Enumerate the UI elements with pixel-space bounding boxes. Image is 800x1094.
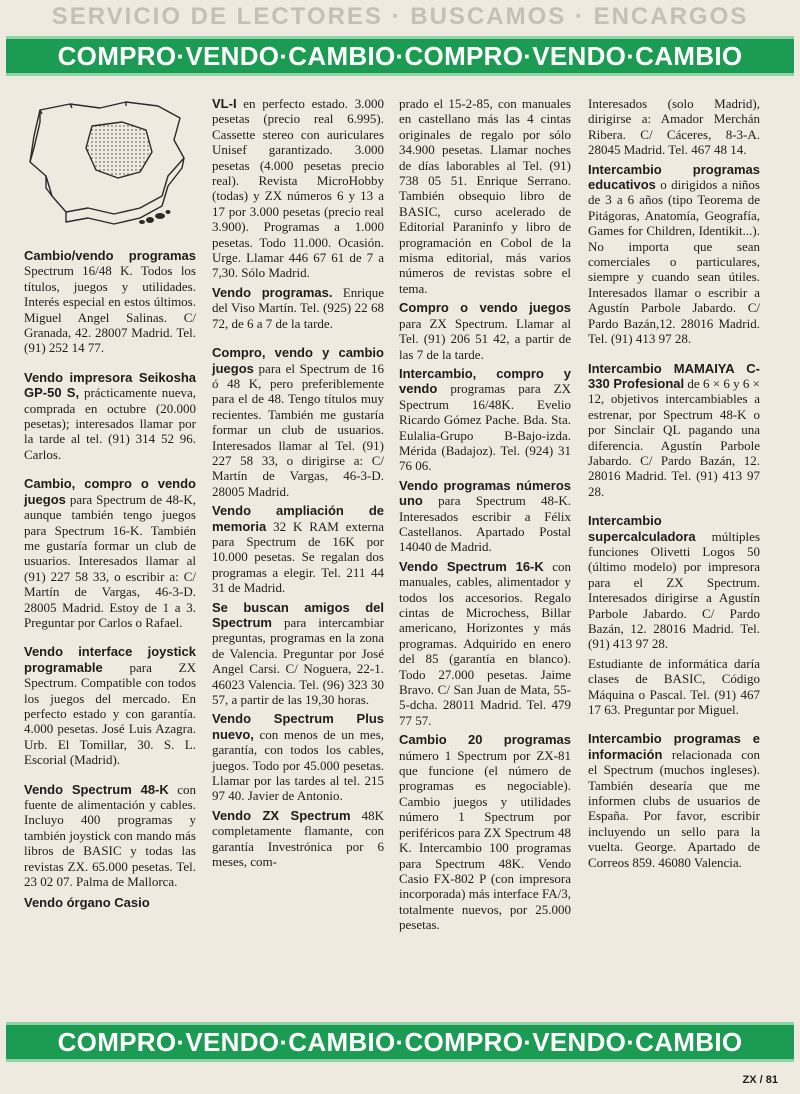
column-1 [24, 248, 196, 925]
classified-ad [212, 503, 384, 595]
classified-ad [399, 96, 571, 296]
classified-ad [24, 782, 196, 890]
ad-title: Vendo interface joystick programable [24, 644, 196, 675]
bottom-banner [6, 1022, 794, 1062]
bottom-banner-text: COMPRO·VENDO·CAMBIO·COMPRO·VENDO·CAMBIO [57, 1026, 743, 1057]
classified-ad [588, 162, 760, 347]
classified-ad [24, 644, 196, 767]
ad-title: Intercambio programas educativos [588, 161, 760, 193]
classified-ad [24, 248, 196, 356]
ad-title: Vendo impresora Seikosha GP-50 S, [24, 369, 196, 401]
top-banner-text: COMPRO·VENDO·CAMBIO·COMPRO·VENDO·CAMBIO [57, 40, 743, 71]
classified-ad [212, 600, 384, 708]
classified-ad [212, 808, 384, 870]
ad-body: prácticamente nueva, comprada en octubre (20.000 pesetas); interesados llamar por la tarde al tel. (91) 314 52 96. Carlos. [24, 385, 197, 462]
ad-body: Spectrum 16/48 K. Todos los títulos, juegos y utilidades. Interés especial en estos últimos. Miguel Angel Salinas. C/ Granada, 42. 28007 Madrid. Tel. (91) 252 14 77. [24, 263, 196, 356]
ad-body: para Spectrum de 48-K, aunque también tengo juegos para Spectrum 16-K. También me gustaría formar un club de usuarios. Interesados llamar al (91) 227 58 33, o escribir a: C/ Martín de Vargas, 46-3-D. 28005 Madrid. Estoy de 1 a 3. Preguntar por Carlos o Rafael. [24, 491, 196, 630]
classified-ad [399, 478, 571, 555]
ad-title: Se buscan amigos del Spectrum [212, 599, 384, 630]
classified-ad [24, 476, 196, 630]
ad-body: en perfecto estado. 3.000 pesetas (precio real 6.995). Cassette stereo con auriculares Unisef garantizado. 3.000 pesetas (4.000 pesetas precio real). Revista MicroHobby (todas) y ZX números 6 y 13 a 17 por 3.000 pesetas (precio real 3.900). Programas a 1.000 pesetas. Todo 11.000. Ocasión. Urge. Llamar 446 67 61 de 7 a 7,30. Sólo Madrid. [212, 96, 384, 281]
ad-body: 48K completamente flamante, con garantía Investrónica por 6 meses, com- [212, 807, 384, 870]
ad-body: con fuente de alimentación y cables. Incluyo 400 programas y también joystick con mando más libros de BASIC y todas las revistas ZX. 65.000 pesetas. Tel. 23 02 07. Palma de Mallorca. [24, 781, 196, 890]
classified-ad [588, 361, 760, 500]
column-4 [588, 96, 760, 884]
ad-title: Vendo Spectrum 16-K [399, 558, 544, 574]
ad-title: Compro o vendo juegos [399, 300, 571, 316]
ad-title: Vendo ampliación de memoria [212, 503, 384, 534]
ghost-header-text: SERVICIO DE LECTORES · BUSCAMOS · ENCARGOS [51, 3, 749, 26]
ad-body: o dirigidos a niños de 3 a 6 años (tipo Teorema de Pitágoras, Anatomía, Geografía, Games for Children, Identikit...). No importa que sean comerciales o particulares, siempre y cuando sean útiles. Interesados llamar o escribir a Agustín Parbole Jabardo. C/ Pardo Bazán,12. 28016 Madrid. Tel. (91) 413 97 28. [588, 177, 760, 347]
ad-body: para Spectrum 48-K. Interesados escribir a Félix Castellanos. Apartado Postal 14040 de Madrid. [399, 493, 571, 555]
classified-ad [24, 895, 196, 910]
ad-body: Enrique del Viso Martín. Tel. (925) 22 68 72, de 6 a 7 de la tarde. [212, 284, 385, 331]
ad-title: Vendo ZX Spectrum [212, 807, 351, 823]
ad-body: prado el 15-2-85, con manuales en castellano más las 4 cintas originales de regalo por sólo 34.900 pesetas. Llamar noches de días laborables al Tel. (91) 738 05 51. Enrique Serrano. También obsequio libro de BASIC, curso acelerado de Editorial Paraninfo y libro de programación en Cobol de la misma editorial, más varios números de revistas sobre el tema. [399, 96, 571, 296]
ad-body: programas para ZX Spectrum 16/48K. Evelio Ricardo Gómez Pache. Bda. Sta. Eulalia-Grupo B-Bajo-izda. Mérida (Badajoz). Tel. (924) 31 76 06. [399, 381, 571, 474]
ad-title: Compro, vendo y cambio juegos [212, 345, 384, 376]
classified-ad [24, 370, 196, 462]
ad-body: para ZX Spectrum. Compatible con todos los juegos del mercado. En perfecto estado y con garantía. 4.000 pesetas. José Luis Azagra. Urb. El Tomillar, 30. S. L. Escorial (Madrid). [24, 659, 196, 768]
ad-title: Intercambio supercalculadora [588, 513, 696, 544]
ad-title: Vendo programas. [212, 284, 333, 300]
ad-title: Intercambio, compro y vendo [399, 365, 571, 397]
ad-body: relacionada con el Spectrum (muchos ingleses). También desearía que me informen clubs de usuarios de España. Por favor, escribir incluyendo un sello para la vuelta. George. Apartado de Correos 859. 46080 Valencia. [588, 746, 760, 870]
ad-body: número 1 Spectrum por ZX-81 que funcione (el número de programas es negociable). Cambio juegos y utilidades número 1 Spectrum por periféricos para ZX Spectrum 48 K. Intercambio 100 programas para Spectrum 48K. Vendo Casio FX-802 P (con impresora incorporada) más interface FA/3, totalmente nuevos, por 25.000 pesetas. [399, 747, 571, 933]
ad-body: Interesados (solo Madrid), dirigirse a: Amador Merchán Ribera. C/ Cáceres, 8-3-A. 28045 Madrid. Tel. 467 48 14. [588, 96, 760, 158]
column-2 [212, 96, 384, 884]
classified-ad [212, 345, 384, 499]
ad-body: para intercambiar preguntas, programas en la zona de Valencia. Preguntar por José Angel Carsi. C/ Noguera, 22-1. 46023 Valencia. Tel. (96) 323 30 57, a partir de las 19,30 horas. [212, 615, 384, 708]
column-3 [399, 96, 571, 947]
classified-ad [399, 300, 571, 362]
classified-ad [588, 513, 760, 652]
classified-ad [212, 285, 384, 331]
ad-title: VL-I [212, 96, 237, 111]
ad-body: 32 K RAM externa para Spectrum de 16K por 10.000 pesetas. Se regalan dos programas a elegir. Tel. 211 44 31 de Madrid. [212, 518, 384, 596]
ad-title: Vendo Spectrum 48-K [24, 781, 169, 797]
classified-ad [399, 732, 571, 932]
classified-ad [399, 559, 571, 728]
ad-title: Vendo programas números uno [399, 477, 571, 509]
classified-ad [588, 96, 760, 158]
page-number: ZX / 81 [742, 1074, 778, 1086]
ad-title: Intercambio MAMAIYA C-330 Profesional [588, 360, 760, 391]
spain-map-illustration [22, 96, 198, 238]
ad-body: múltiples funciones Olivetti Logos 50 (último modelo) por impresora para el ZX Spectrum. Interesados dirigirse a Agustín Parbole Jabardo. C/ Pardo Bazán, 12. 28016 Madrid. Tel. (91) 413 97 28. [588, 528, 760, 652]
ad-title: Vendo Spectrum Plus nuevo, [212, 711, 384, 742]
ad-body: Estudiante de informática daría clases de BASIC, Código Máquina o Pascal. Tel. (91) 467 17 63. Preguntar por Miguel. [588, 655, 760, 718]
ad-body: para ZX Spectrum. Llamar al Tel. (91) 206 51 42, a partir de las 7 de la tarde. [399, 315, 571, 362]
top-banner [6, 36, 794, 76]
classified-ad [588, 731, 760, 870]
ad-body: de 6 × 6 y 6 × 12, objetivos intercambiables a estrenar, por Spectrum 48-K o por Sinclair QL pagando una diferencia. Agustín Parbole Jabardo. C/ Pardo Bazán, 12. 28016 Madrid. Tel. (91) 413 97 28. [588, 375, 760, 499]
ad-title: Vendo órgano Casio [24, 895, 150, 911]
ad-title: Cambio, compro o vendo juegos [24, 476, 196, 507]
ad-title: Intercambio programas e información [588, 731, 760, 762]
ad-body: para el Spectrum de 16 ó 48 K, pero preferiblemente para el de 48. Tengo títulos muy recientes. También me gustaría formar un club de usuarios. Interesados llamar al Tel. (91) 227 58 33, o dirigirse a: C/ Martín de Vargas, 46-3-D. 28005 Madrid. [212, 360, 384, 499]
classified-ad [212, 96, 384, 281]
classified-ad [588, 656, 760, 718]
classified-ad [212, 711, 384, 803]
ad-title: Cambio 20 programas [399, 732, 571, 748]
ad-title: Cambio/vendo programas [24, 248, 196, 263]
ad-body: con menos de un mes, garantía, con todos los cables, juegos. Todo por 45.000 pesetas. Llamar por las tardes al tel. 215 97 40. Javier de Antonio. [212, 726, 384, 804]
classified-ad [399, 366, 571, 474]
ad-body: con manuales, cables, alimentador y todos los accesorios. Regalo cintas de Microchess, Billar americano, Horizontes y más programas. Adquirido en enero del 85 (garantía en blanco). Todo 27.000 pesetas. Jaime Bravo. C/ San Juan de Mata, 55-5-dcha. 28011 Madrid. Tel. 479 77 57. [399, 558, 571, 728]
